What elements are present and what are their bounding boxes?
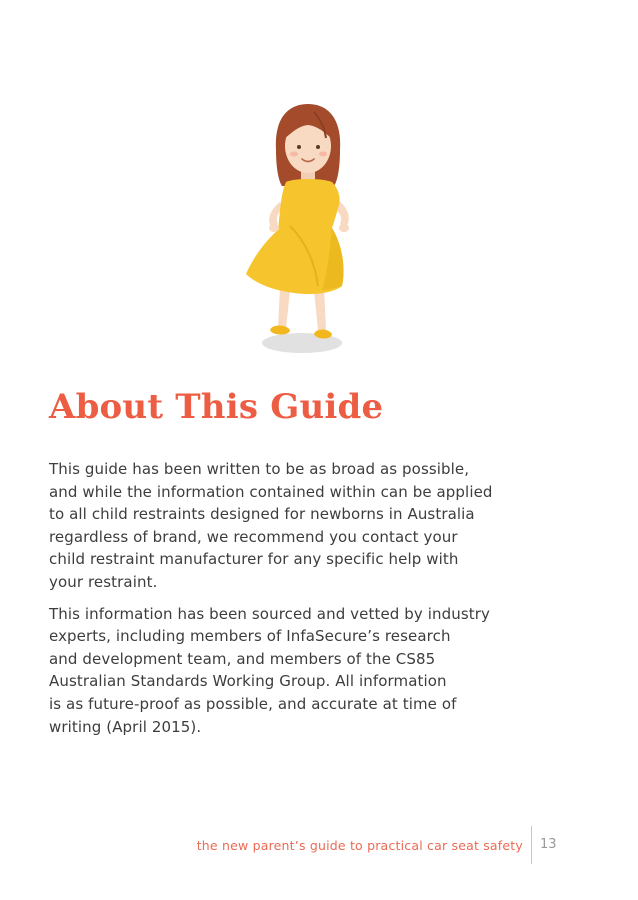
- pregnant-woman-illustration: [228, 98, 388, 360]
- footer-guide-title: the new parent’s guide to practical car seat safety: [196, 838, 523, 853]
- right-eye: [316, 145, 320, 149]
- page-title: About This Guide: [49, 387, 384, 427]
- page-number: 13: [540, 837, 557, 852]
- left-shoe: [270, 326, 290, 335]
- left-eye: [297, 145, 301, 149]
- intro-paragraph: This guide has been written to be as broad as possible, and while the information contained within can be applied to all child restraints designed for newborns in Australia regardless of brand, we recommend you contact your child restraint manufacturer for any specific help with your restraint.: [49, 460, 493, 591]
- sources-paragraph: This information has been sourced and vetted by industry experts, including members of InfaSecure’s research and development team, and members of the CS85 Australian Standards Working Group. All information is as future-proof as possible, and accurate at time of writing (April 2015).: [49, 604, 490, 736]
- right-hand: [339, 224, 349, 232]
- right-leg: [314, 288, 326, 330]
- body-text: [49, 458, 549, 747]
- left-cheek: [290, 152, 298, 157]
- page-footer: [0, 826, 638, 864]
- right-cheek: [319, 152, 327, 157]
- left-leg: [278, 288, 290, 329]
- left-hand: [269, 224, 279, 232]
- footer-divider: [531, 826, 532, 864]
